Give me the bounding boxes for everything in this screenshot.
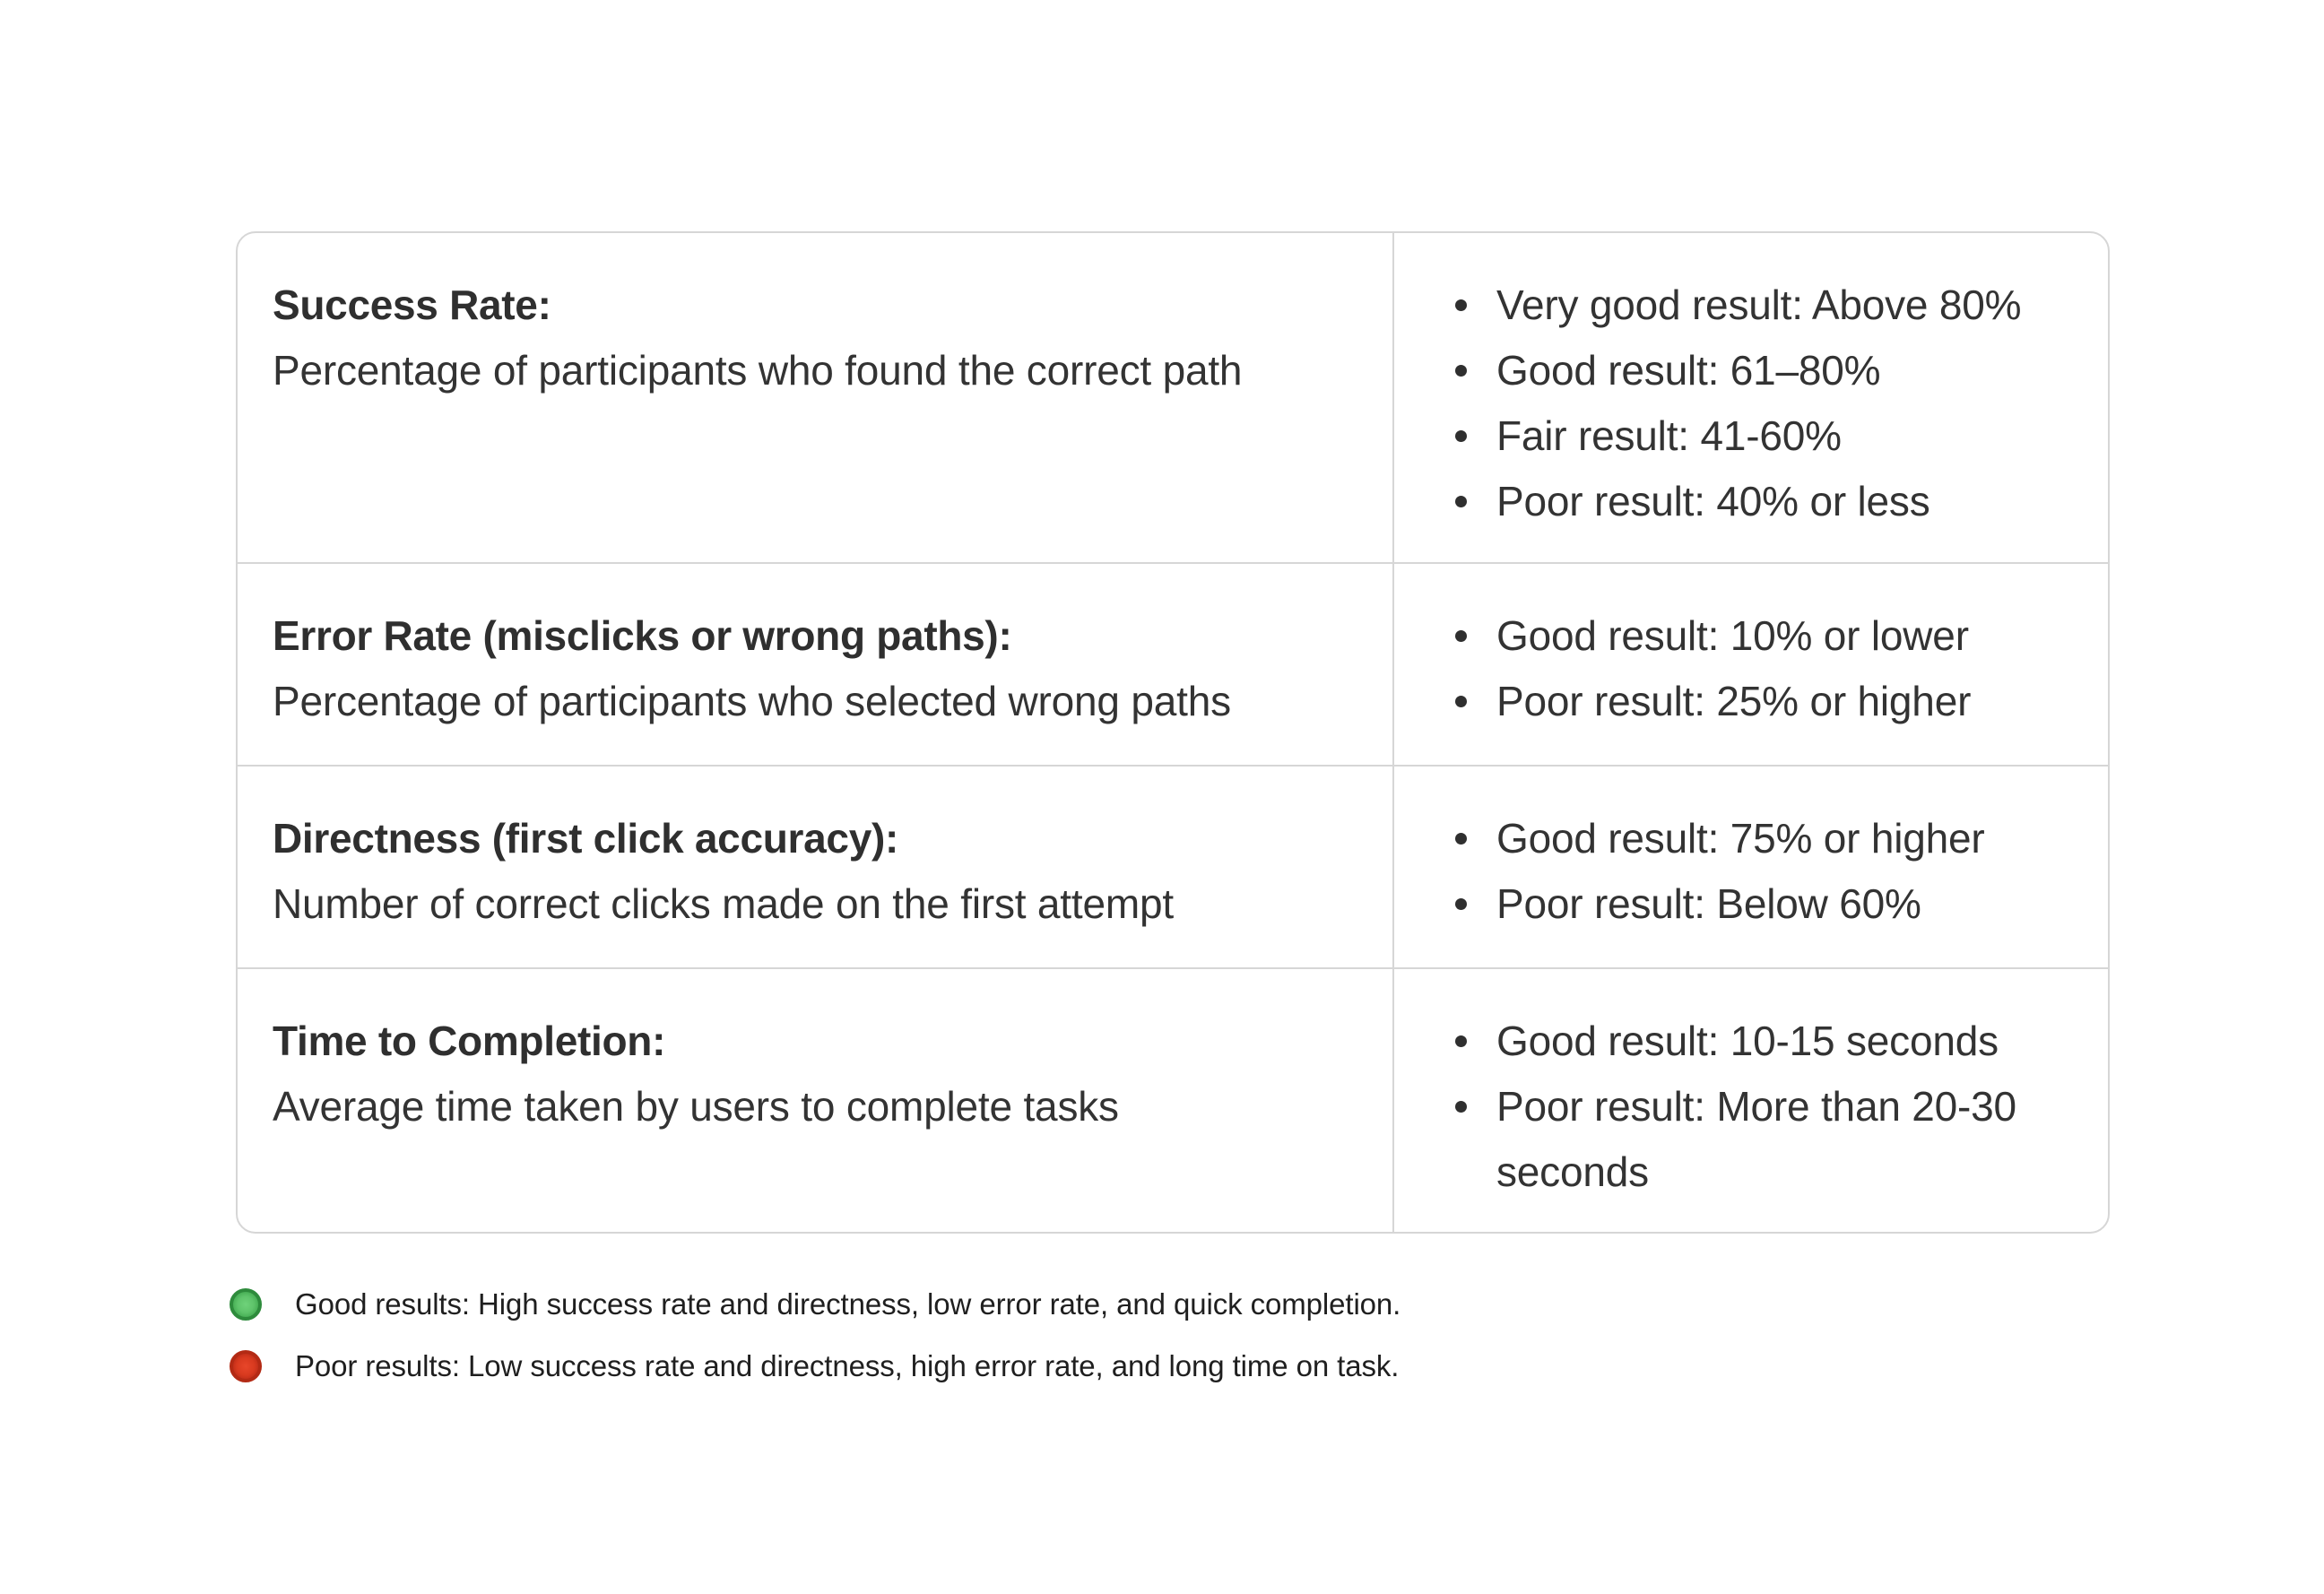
range-text: Fair result: 41-60% (1496, 412, 1842, 459)
metric-cell (238, 564, 1394, 765)
range-text: Poor result: Below 60% (1496, 880, 1921, 927)
legend-item-poor (230, 1335, 1400, 1397)
range-list (1394, 1009, 2090, 1205)
range-text: Good result: 75% or higher (1496, 815, 1985, 862)
legend-item-good (230, 1273, 1400, 1335)
metric-title: Success Rate: (273, 282, 551, 328)
range-list (1394, 806, 2090, 937)
range-list (1394, 273, 2090, 534)
range-text: Poor result: 25% or higher (1496, 678, 1972, 724)
range-text: Good result: 10-15 seconds (1496, 1018, 1999, 1064)
legend (230, 1273, 1400, 1397)
bullet-icon (1455, 898, 1467, 910)
bullet-icon (1455, 1101, 1467, 1113)
range-list (1394, 603, 2090, 734)
metric-cell (238, 233, 1394, 562)
bullet-icon (1455, 430, 1467, 442)
metric-title: Error Rate (misclicks or wrong paths): (273, 612, 1012, 659)
range-text: Good result: 10% or lower (1496, 612, 1969, 659)
range-cell (1394, 767, 2108, 967)
range-cell (1394, 564, 2108, 765)
range-text: Poor result: More than 20-30 seconds (1496, 1083, 2016, 1195)
range-item (1394, 669, 2090, 734)
range-text: Very good result: Above 80% (1496, 282, 2022, 328)
metric-title: Directness (first click accuracy): (273, 815, 899, 862)
metric-description: Percentage of participants who selected wrong paths (273, 678, 1231, 724)
range-cell (1394, 233, 2108, 562)
range-text: Poor result: 40% or less (1496, 478, 1930, 524)
bullet-icon (1455, 496, 1467, 507)
range-item (1394, 403, 2090, 469)
metric-description: Number of correct clicks made on the first attempt (273, 880, 1174, 927)
legend-text: Good results: High success rate and directness, low error rate, and quick completion. (295, 1286, 1401, 1321)
range-cell (1394, 969, 2108, 1232)
legend-text: Poor results: Low success rate and directness, high error rate, and long time on task. (295, 1348, 1400, 1382)
metric-description: Average time taken by users to complete tasks (273, 1083, 1119, 1130)
bullet-icon (1455, 696, 1467, 707)
range-item (1394, 603, 2090, 669)
metrics-table (236, 231, 2110, 1234)
metric-description: Percentage of participants who found the correct path (273, 347, 1243, 394)
metric-row-success-rate (238, 233, 2108, 564)
range-item (1394, 1009, 2090, 1074)
metric-title: Time to Completion: (273, 1018, 666, 1064)
bullet-icon (1455, 365, 1467, 377)
bullet-icon (1455, 299, 1467, 311)
range-text: Good result: 61–80% (1496, 347, 1881, 394)
range-item (1394, 338, 2090, 403)
range-item (1394, 273, 2090, 338)
red-circle-icon (230, 1350, 262, 1382)
metric-cell (238, 767, 1394, 967)
range-item (1394, 871, 2090, 937)
green-circle-icon (230, 1288, 262, 1321)
bullet-icon (1455, 630, 1467, 642)
range-item (1394, 469, 2090, 534)
range-item (1394, 806, 2090, 871)
range-item (1394, 1074, 2090, 1205)
metric-cell (238, 969, 1394, 1232)
bullet-icon (1455, 1035, 1467, 1047)
metric-row-directness (238, 767, 2108, 969)
metric-row-time-to-completion (238, 969, 2108, 1232)
metric-row-error-rate (238, 564, 2108, 767)
bullet-icon (1455, 833, 1467, 845)
